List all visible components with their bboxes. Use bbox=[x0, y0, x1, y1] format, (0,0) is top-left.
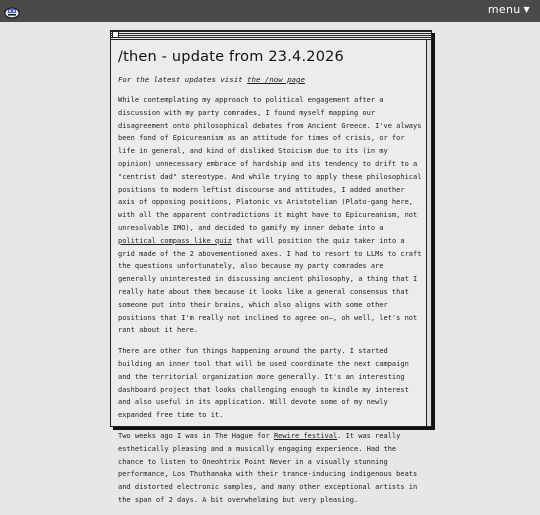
blob-creature-logo-icon[interactable] bbox=[4, 4, 20, 18]
window-scrollbar[interactable] bbox=[426, 40, 431, 426]
caret-down-icon: ▼ bbox=[523, 5, 530, 14]
paragraph-philosophy-text-b: that will position the quiz taker into a grid made of the 2 abovementioned axes. I had to resort to LLMs to craft the questions unfortunately, also because my party comrades are generally uninterested in discussing ancient philosophy, a thing that I really hate about them because it looks like a general consensus that someone put into their brains, which also aligns with some other positions that I'm really not inclined to agree on—, oh well, let's not rant about it here. bbox=[118, 236, 422, 335]
latest-updates-note bbox=[118, 75, 423, 84]
close-box-icon[interactable] bbox=[112, 31, 119, 38]
paragraph-philosophy bbox=[118, 94, 423, 337]
menu-button[interactable] bbox=[488, 3, 530, 16]
paragraph-festival-text-b: . It was really esthetically pleasing and a musically engaging experience. Had the chance to listen to Oneohtrix Point Never in a visually stunning performance, Los Thuthanaka with their trance-inducing indigenous beats and distorted electronic samples, and many other exceptional artists in the span of 2 days. A bit overwhelming but very pleasing. bbox=[118, 431, 418, 504]
paragraph-festival bbox=[118, 430, 423, 507]
paragraph-philosophy-text-a: While contemplating my approach to political engagement after a discussion with my party comrades, I found myself mapping our disagreement onto philosophical debates from Ancient Greece. I've always been fond of Epicureanism as an attitude for times of crisis, or for life in general, and kind of disliked Stoicism due to its (in my opinion) unnecessary embrace of hardship and its tendency to drift to a "centrist dad" stereotype. And while trying to apply these philosophical positions to modern leftist discourse and attitudes, I added another axis of opposing positions, Platonic vs Aristotelian (Plato-gang here, with all the apparent contradictions it might have to Epicureanism, not unresolvable IMO), and decided to gamify my inner debate into a bbox=[118, 96, 422, 232]
political-compass-quiz-link[interactable]: political compass like quiz bbox=[118, 236, 232, 245]
latest-updates-prefix: For the latest updates visit bbox=[118, 75, 248, 84]
article-window bbox=[110, 30, 432, 504]
article-content bbox=[118, 41, 423, 515]
paragraph-party-tool: There are other fun things happening around the party. I started building an inner tool that will be used coordinate the next campaign and the territorial organization more generally. It's an interesting dashboard project that looks challenging enough to kindle my interest and also useful in its application. Will devote some of my newly expanded free time to it. bbox=[118, 347, 409, 420]
rewire-festival-link[interactable]: Rewire festival bbox=[273, 431, 338, 440]
article-title: /then - update from 23.4.2026 bbox=[118, 49, 344, 65]
menu-label: menu bbox=[487, 3, 521, 16]
top-nav-bar bbox=[0, 0, 540, 22]
paragraph-festival-text-a: Two weeks ago I was in The Hague for bbox=[118, 431, 274, 440]
now-page-link[interactable]: the /now page bbox=[247, 75, 305, 84]
window-title-bar[interactable] bbox=[111, 31, 431, 40]
